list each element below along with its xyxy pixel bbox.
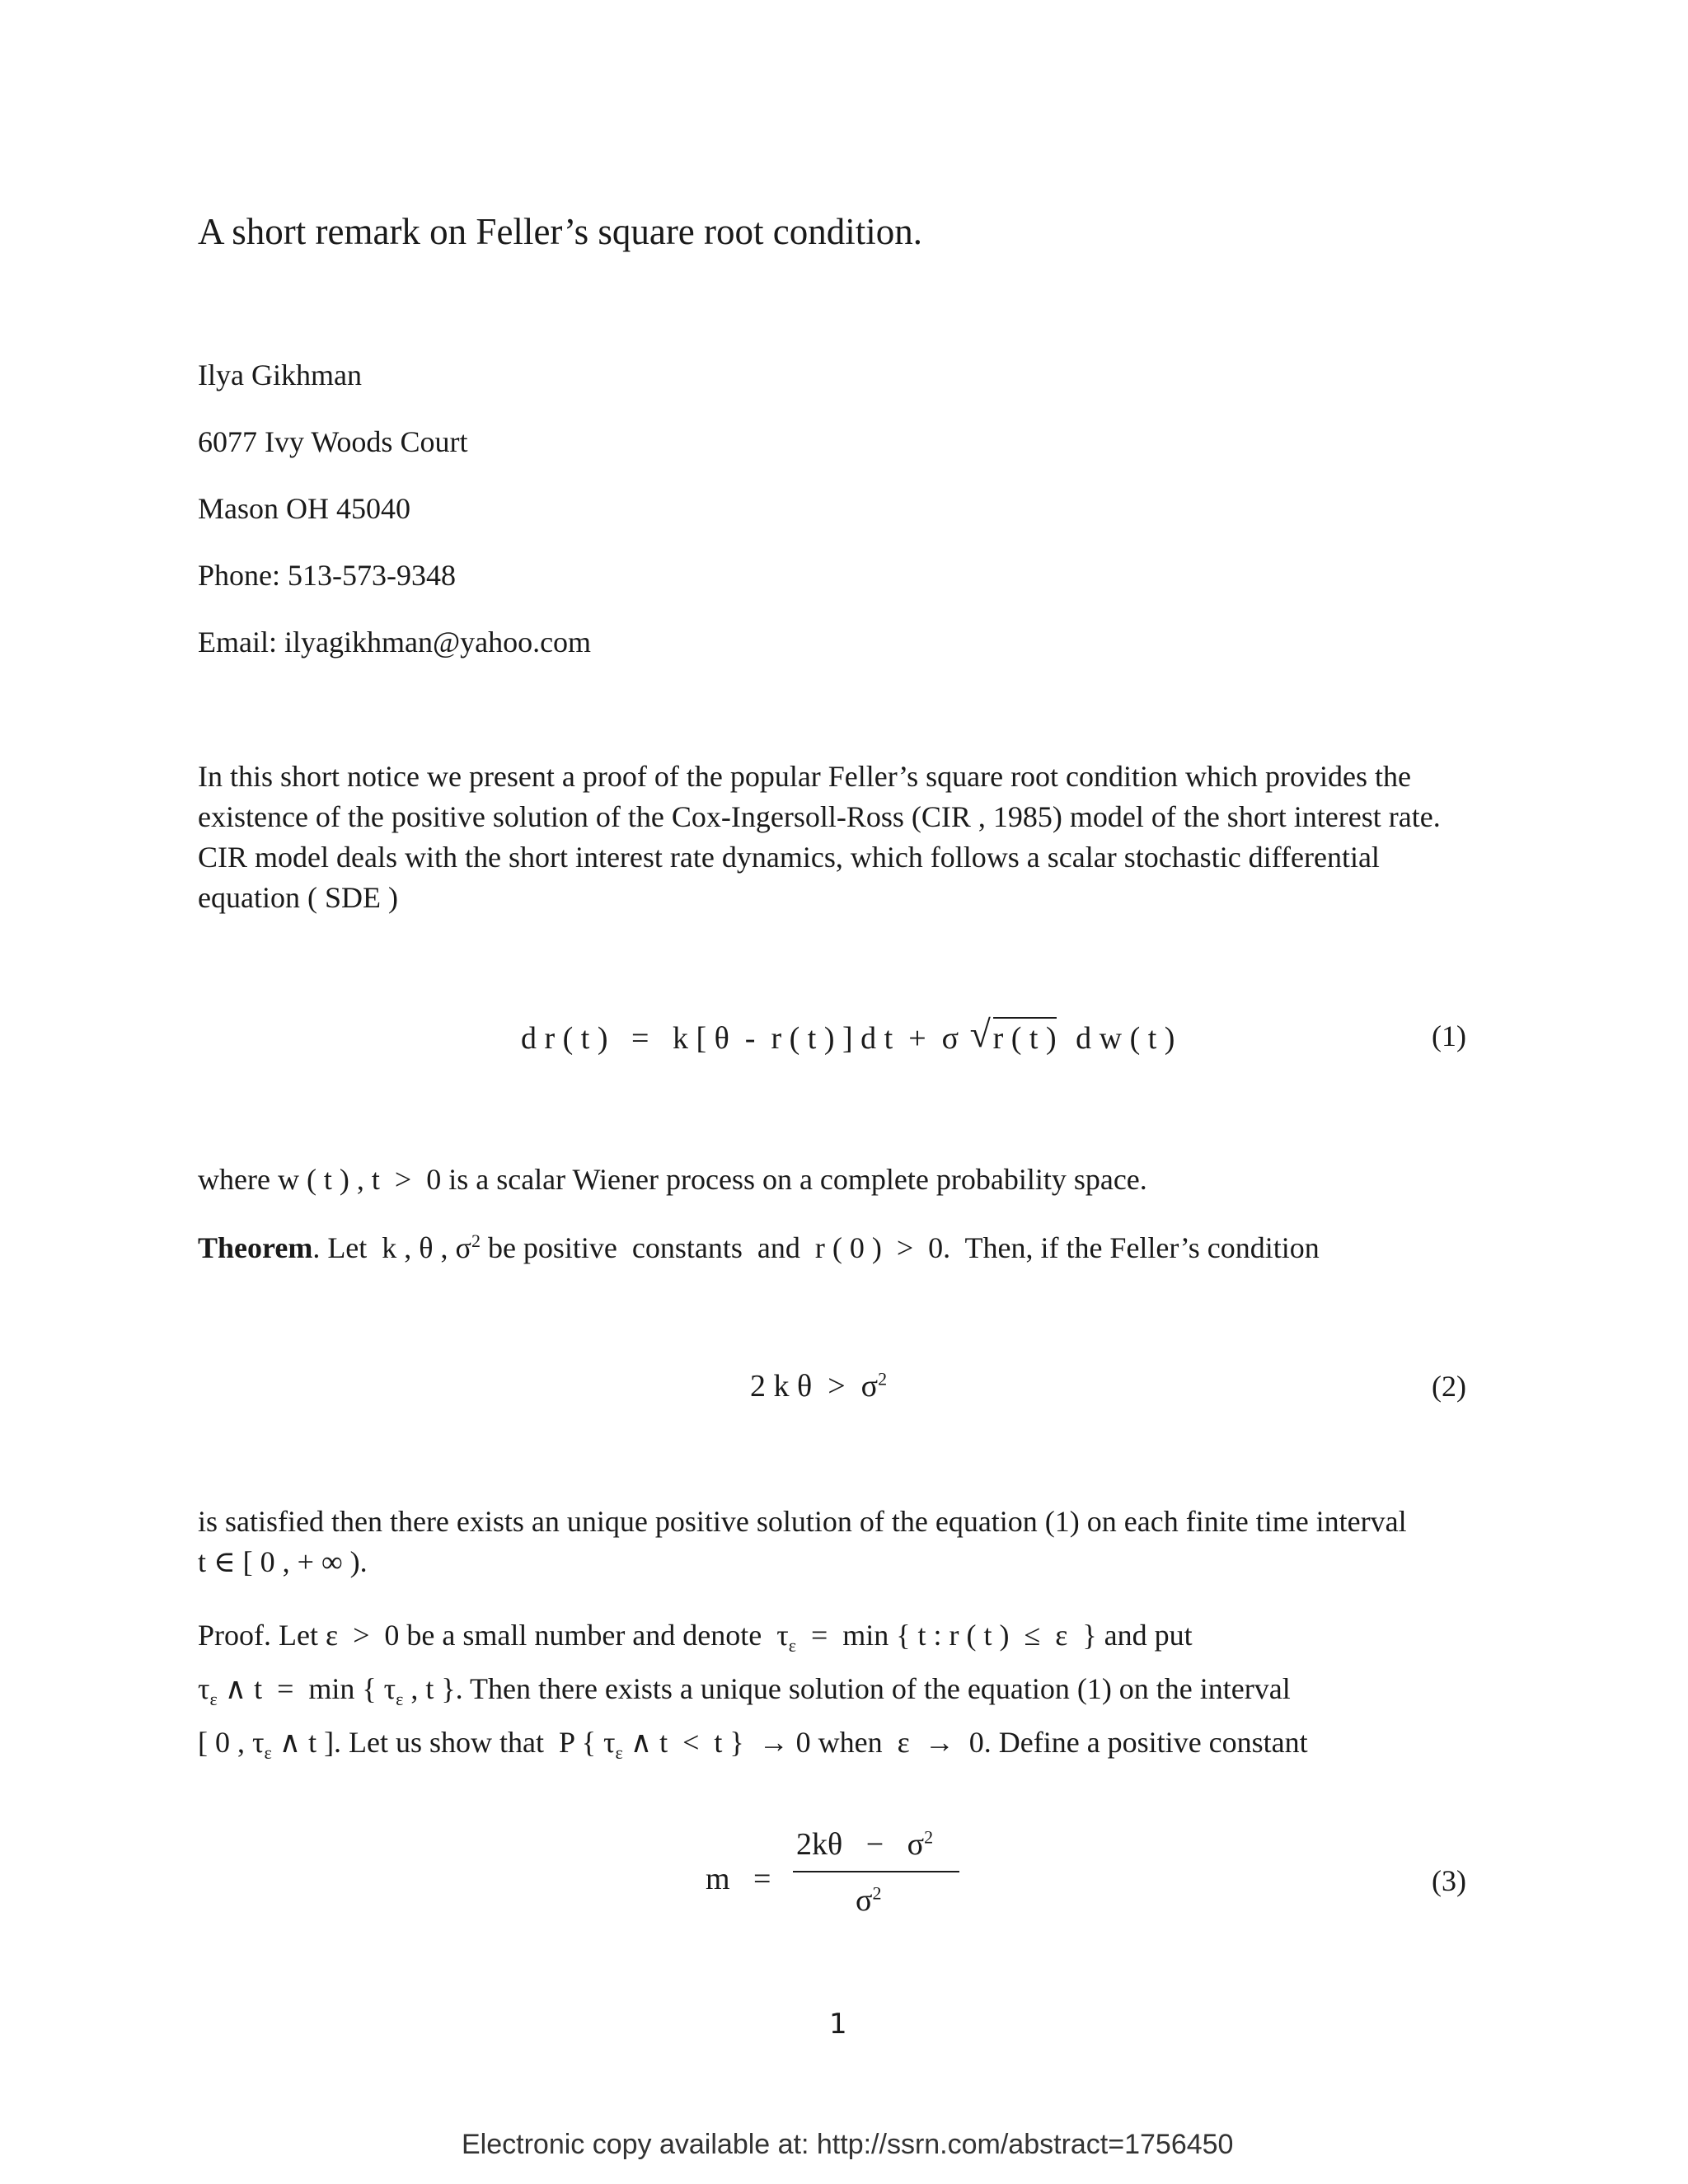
author-email: Email: ilyagikhman@yahoo.com bbox=[198, 626, 592, 658]
eq2-sup: 2 bbox=[878, 1368, 888, 1390]
equation-number-1: (1) bbox=[1432, 1019, 1466, 1052]
eq1-lhs: d r ( t ) = k [ θ - r ( t ) ] d t + σ bbox=[521, 1021, 959, 1056]
eq3-denominator: $\sigma^2$ bbox=[856, 1882, 882, 1918]
theorem-label: Theorem bbox=[198, 1231, 313, 1264]
intro-line: CIR model deals with the short interest rate dynamics, which follows a scalar stochastic differential bbox=[198, 841, 1380, 874]
proof-paragraph bbox=[198, 1614, 1508, 1775]
intro-line: In this short notice we present a proof of the popular Feller’s square root condition which provides the bbox=[198, 760, 1411, 793]
author-street: 6077 Ivy Woods Court bbox=[198, 425, 468, 458]
proof-line-3: [ 0 , $\tau_\varepsilon$ ∧ t ]. Let us show that P { $\tau_\varepsilon$ ∧ t < t } → 0 when ε → 0. Define a positive constant bbox=[198, 1726, 1308, 1764]
theorem-statement bbox=[198, 1230, 1320, 1265]
eq3-lhs: m = bbox=[706, 1862, 771, 1896]
sqrt-sign-icon: √ bbox=[969, 1013, 991, 1055]
theorem-text: . Let k , θ , σ bbox=[312, 1231, 471, 1264]
footer-ssrn-link[interactable]: Electronic copy available at: http://ssrn.com/abstract=1756450 bbox=[462, 2129, 1234, 2160]
satisfied-paragraph bbox=[198, 1502, 1508, 1582]
sqrt-argument: r ( t ) bbox=[993, 1017, 1057, 1057]
proof-line-1: Proof. Let ε > 0 be a small number and denote $\tau_\varepsilon = \min$ { t : r ( t ) ≤ ε } and put bbox=[198, 1619, 1193, 1657]
theorem-sup: 2 bbox=[471, 1230, 481, 1251]
eq1-rhs: d w ( t ) bbox=[1076, 1021, 1175, 1056]
intro-paragraph bbox=[198, 757, 1508, 918]
equation-2 bbox=[750, 1368, 887, 1404]
author-name: Ilya Gikhman bbox=[198, 359, 362, 391]
paper-title: A short remark on Feller’s square root condition. bbox=[198, 211, 922, 252]
square-root bbox=[969, 1013, 1057, 1057]
intro-line: equation ( SDE ) bbox=[198, 881, 398, 914]
author-city: Mason OH 45040 bbox=[198, 492, 410, 525]
wiener-process-text: where w ( t ) , t > 0 is a scalar Wiener process on a complete probability space. bbox=[198, 1163, 1147, 1196]
page-number: 1 bbox=[829, 2008, 847, 2041]
eq2-body: 2 k θ > σ bbox=[750, 1369, 879, 1404]
intro-line: existence of the positive solution of the Cox-Ingersoll-Ross (CIR , 1985) model of the short interest rate. bbox=[198, 800, 1441, 833]
satisfied-line: t ∈ [ 0 , + ∞ ). bbox=[198, 1545, 368, 1578]
equation-1 bbox=[521, 1013, 1175, 1057]
equation-number-2: (2) bbox=[1432, 1370, 1466, 1403]
equation-number-3: (3) bbox=[1432, 1864, 1466, 1897]
proof-line-2: $\tau_\varepsilon$ ∧ t = min { $\tau_\varepsilon$ , t }. Then there exists a unique solution of the equation (1) on the interval bbox=[198, 1672, 1291, 1710]
author-phone: Phone: 513-573-9348 bbox=[198, 559, 456, 592]
theorem-text-rest: be positive constants and r ( 0 ) > 0. Then, if the Feller’s condition bbox=[480, 1231, 1320, 1264]
fraction-bar bbox=[793, 1871, 959, 1872]
eq3-numerator: $2k\theta - \sigma^2$ bbox=[796, 1826, 934, 1862]
satisfied-line: is satisfied then there exists an unique positive solution of the equation (1) on each finite time interval bbox=[198, 1505, 1407, 1538]
